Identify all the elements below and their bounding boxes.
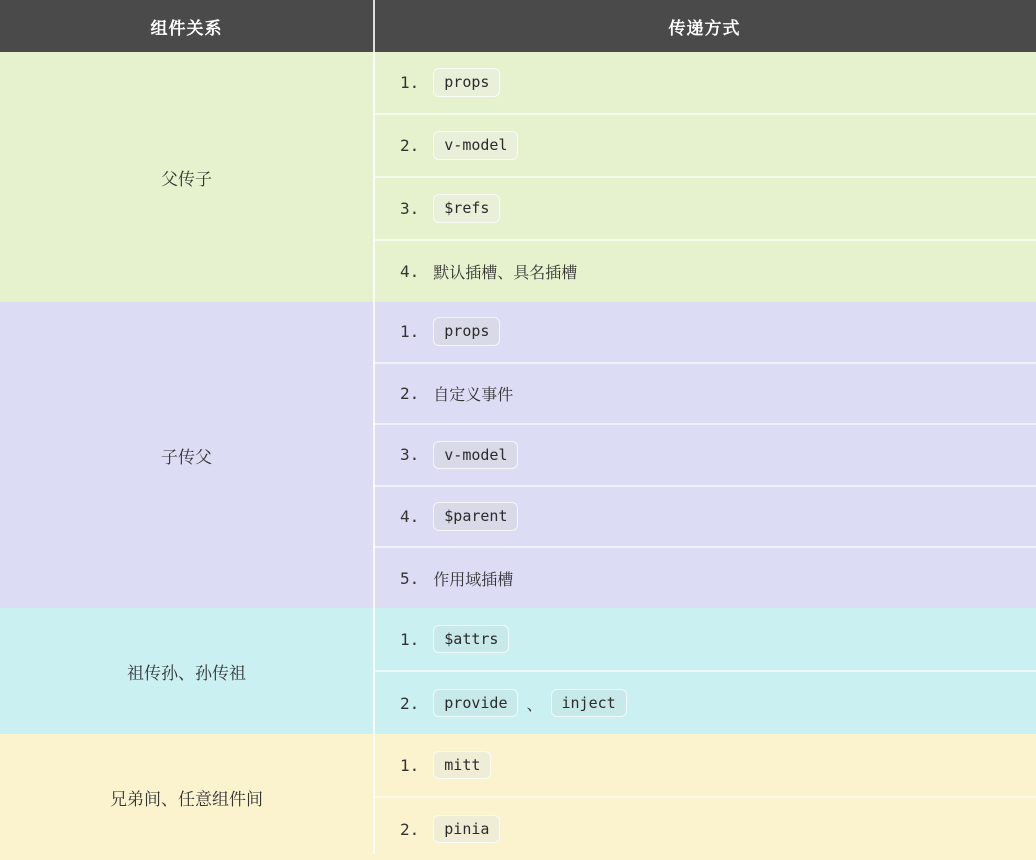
method-list xyxy=(373,302,1036,608)
method-list xyxy=(373,608,1036,734)
item-number: 1. xyxy=(400,73,420,92)
code-chip: mitt xyxy=(433,751,491,780)
table-body xyxy=(0,52,1036,860)
relation-cell xyxy=(0,608,373,734)
method-item xyxy=(373,362,1036,424)
code-chip: inject xyxy=(551,689,627,718)
item-number: 5. xyxy=(400,568,420,588)
relation-label: 祖传孙、孙传祖 xyxy=(127,663,246,683)
code-chip: $refs xyxy=(433,194,500,223)
method-item xyxy=(373,670,1036,734)
relation-label: 子传父 xyxy=(161,447,212,467)
item-number: 1. xyxy=(400,322,420,342)
enum-separator: 、 xyxy=(526,696,543,714)
method-item xyxy=(373,239,1036,302)
section-row xyxy=(0,52,1036,302)
item-number: 2. xyxy=(400,136,420,155)
item-text: 作用域插槽 xyxy=(433,571,514,589)
method-item xyxy=(373,485,1036,547)
relation-label: 兄弟间、任意组件间 xyxy=(110,789,263,809)
section-row xyxy=(0,302,1036,608)
item-number: 2. xyxy=(400,693,420,713)
method-item xyxy=(373,113,1036,176)
column-header-method: 传递方式 xyxy=(668,18,741,38)
method-item xyxy=(373,546,1036,608)
item-number: 3. xyxy=(400,199,420,218)
method-item xyxy=(373,796,1036,860)
method-item xyxy=(373,608,1036,670)
method-item xyxy=(373,302,1036,362)
code-chip: provide xyxy=(433,689,518,718)
method-list xyxy=(373,52,1036,302)
relation-cell xyxy=(0,302,373,608)
relation-label: 父传子 xyxy=(161,169,212,189)
section-row xyxy=(0,734,1036,860)
method-item xyxy=(373,423,1036,485)
item-number: 4. xyxy=(400,262,420,281)
code-chip: v-model xyxy=(433,441,518,470)
section-row xyxy=(0,608,1036,734)
code-chip: props xyxy=(433,68,500,97)
method-item xyxy=(373,734,1036,796)
code-chip: v-model xyxy=(433,131,518,160)
table-header-row xyxy=(0,0,1036,52)
item-number: 1. xyxy=(400,755,420,775)
code-chip: $parent xyxy=(433,502,518,531)
item-number: 2. xyxy=(400,383,420,403)
method-list xyxy=(373,734,1036,860)
item-number: 1. xyxy=(400,629,420,649)
item-number: 4. xyxy=(400,507,420,527)
relation-cell xyxy=(0,52,373,302)
item-number: 2. xyxy=(400,819,420,839)
column-divider xyxy=(373,0,375,854)
item-text: 默认插槽、具名插槽 xyxy=(433,265,578,282)
code-chip: $attrs xyxy=(433,625,509,654)
relation-cell xyxy=(0,734,373,860)
method-item xyxy=(373,176,1036,239)
item-number: 3. xyxy=(400,445,420,465)
column-header-relation: 组件关系 xyxy=(150,18,223,38)
code-chip: props xyxy=(433,317,500,346)
item-text: 自定义事件 xyxy=(433,386,514,404)
code-chip: pinia xyxy=(433,815,500,844)
method-item xyxy=(373,52,1036,113)
